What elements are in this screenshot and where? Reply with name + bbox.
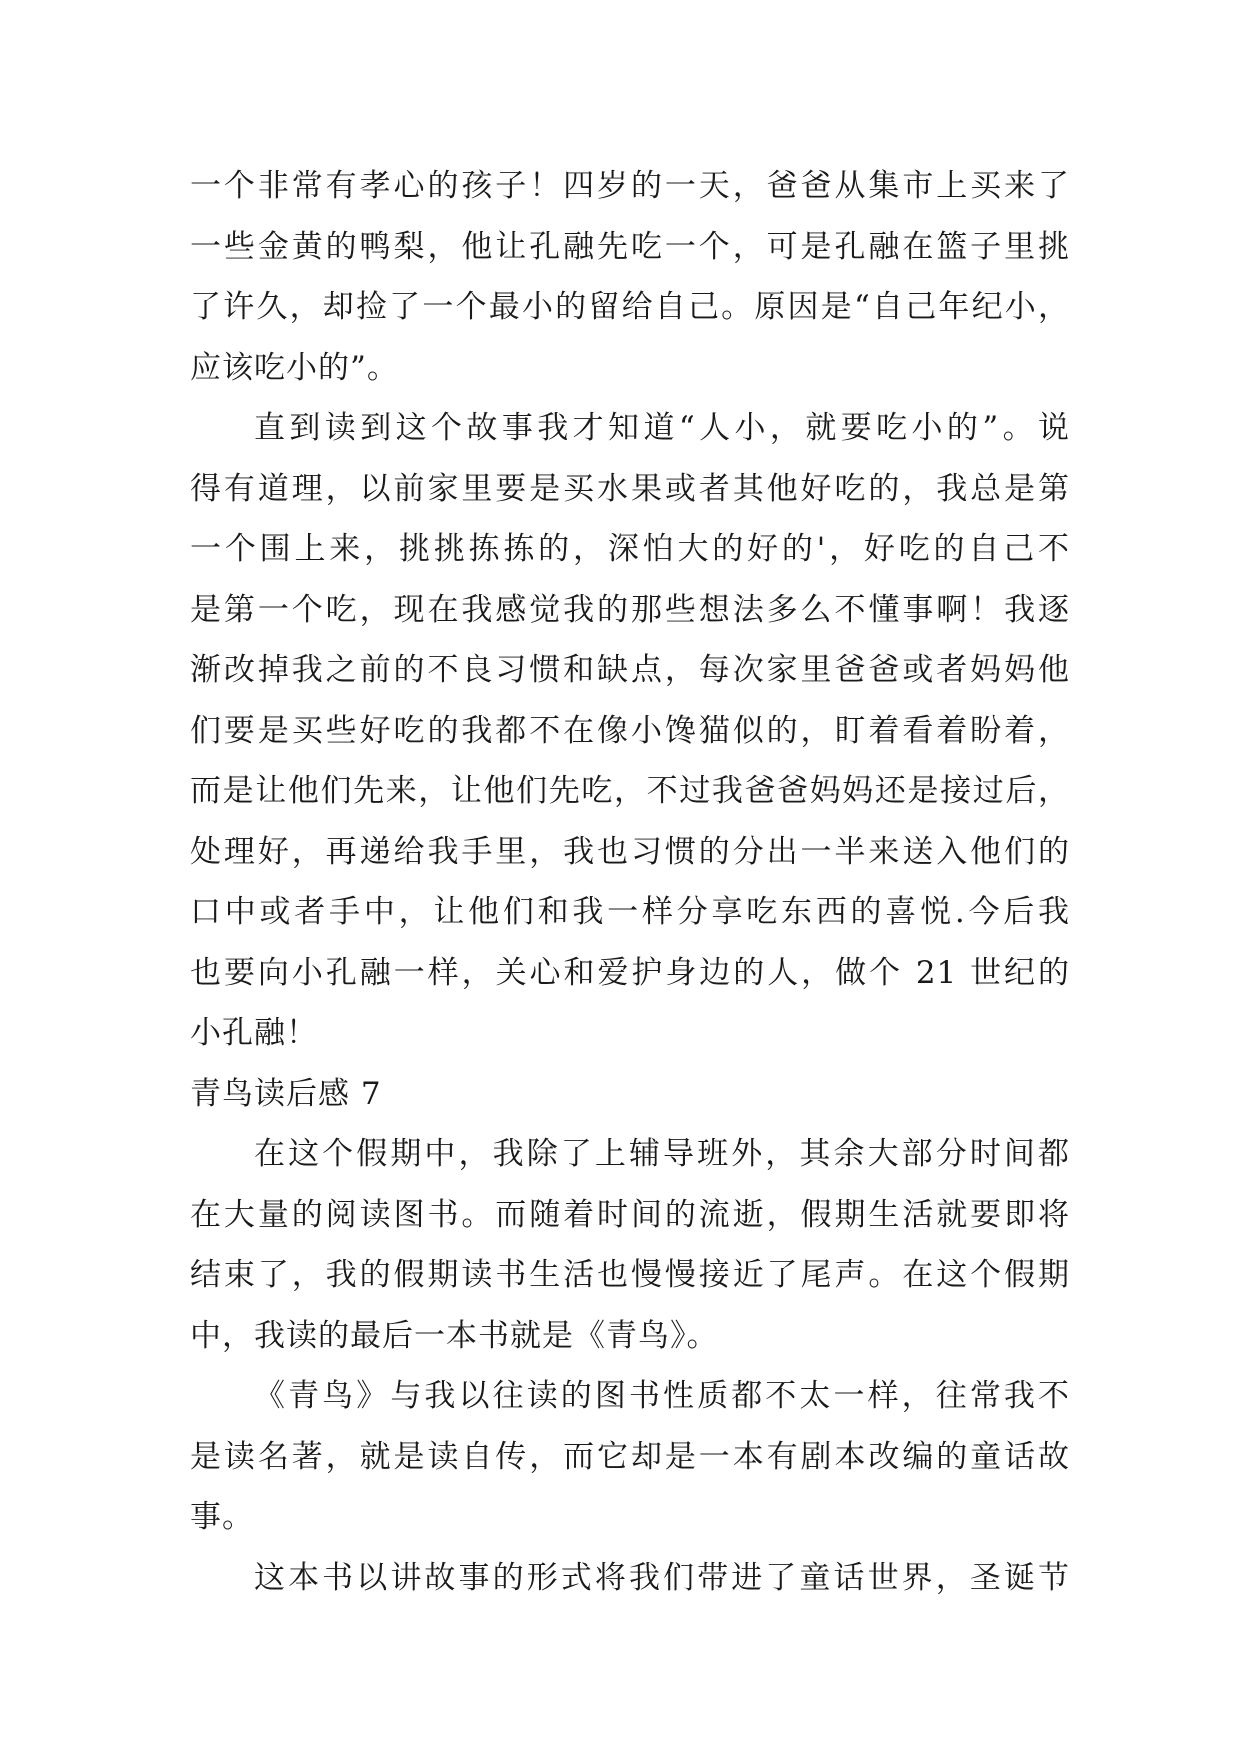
- text-line: 在大量的阅读图书。而随着时间的流逝，假期生活就要即将: [190, 1196, 1070, 1233]
- text-line: 一些金黄的鸭梨，他让孔融先吃一个，可是孔融在篮子里挑: [190, 228, 1070, 265]
- text-line: 小孔融！: [190, 1015, 318, 1051]
- text-line: 是读名著，就是读自传，而它却是一本有剧本改编的童话故: [190, 1438, 1070, 1475]
- text-line: 一个非常有孝心的孩子！四岁的一天，爸爸从集市上买来了: [190, 168, 1070, 204]
- text-line: 一个围上来，挑挑拣拣的，深怕大的好的'，好吃的自己不: [190, 531, 1070, 567]
- text-line: 中，我读的最后一本书就是《青鸟》。: [190, 1317, 719, 1354]
- text-line: 在这个假期中，我除了上辅导班外，其余大部分时间都: [254, 1136, 1070, 1172]
- text-line: 事。: [190, 1499, 254, 1535]
- text-line: 处理好，再递给我手里，我也习惯的分出一半来送入他们的: [190, 833, 1070, 870]
- text-line: 应该吃小的”。: [190, 349, 399, 386]
- text-line: 而是让他们先来，让他们先吃，不过我爸爸妈妈还是接过后，: [190, 773, 1070, 809]
- text-line: 了许久，却捡了一个最小的留给自己。原因是“自己年纪小，: [190, 289, 1070, 325]
- text-line: 口中或者手中，让他们和我一样分享吃东西的喜悦.今后我: [190, 894, 1070, 930]
- text-line: 得有道理，以前家里要是买水果或者其他好吃的，我总是第: [190, 470, 1070, 507]
- text-line: 结束了，我的假期读书生活也慢慢接近了尾声。在这个假期: [190, 1257, 1070, 1293]
- document-body: [190, 156, 1070, 1608]
- section-heading: 青鸟读后感 7: [190, 1075, 382, 1112]
- text-line: 这本书以讲故事的形式将我们带进了童话世界，圣诞节: [254, 1559, 1070, 1596]
- text-line: 《青鸟》与我以往读的图书性质都不太一样，往常我不: [254, 1378, 1070, 1414]
- text-line: 直到读到这个故事我才知道“人小，就要吃小的”。说: [254, 410, 1070, 446]
- text-line: 渐改掉我之前的不良习惯和缺点，每次家里爸爸或者妈妈他: [190, 652, 1070, 688]
- text-line: 是第一个吃，现在我感觉我的那些想法多么不懂事啊！我逐: [190, 591, 1070, 628]
- text-line: 们要是买些好吃的我都不在像小馋猫似的，盯着看着盼着，: [190, 712, 1070, 749]
- text-line: 也要向小孔融一样，关心和爱护身边的人，做个 21 世纪的: [190, 954, 1070, 991]
